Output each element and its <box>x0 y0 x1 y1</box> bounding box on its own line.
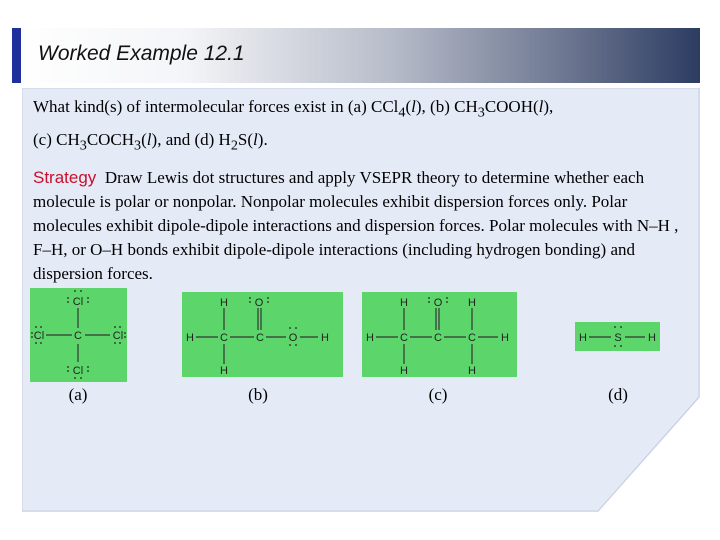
svg-text:H: H <box>321 332 329 344</box>
strategy-text: Draw Lewis dot structures and apply VSEPR theory to determine whether each molecule is polar or nonpolar. Nonpolar molecules exhibit dispersion forces only. Polar molecules exhibit dipole-dipole interactions and dispersion forces. Polar molecules with N–H , F–H, or O–H bonds exhibit dipole-dipole interactions (including hydrogen bonding) and dispersion forces. <box>33 168 679 283</box>
svg-text:H: H <box>579 332 587 344</box>
structure-d-label: (d) <box>608 385 628 404</box>
svg-text:H: H <box>220 365 228 377</box>
svg-text:C: C <box>220 332 228 344</box>
svg-text:O: O <box>254 297 264 309</box>
svg-text:S: S <box>614 332 622 344</box>
question-text: What kind(s) of intermolecular forces exist in (a) CCl$_4$(l), (b) $CH_3COOH(l)$, (c) $CH_3COCH_3(l)$, and (d) $H_2S(l)$. <box>33 97 554 154</box>
svg-text:H: H <box>400 297 408 309</box>
svg-text:C: C <box>256 332 264 344</box>
svg-text:O: O <box>288 332 298 344</box>
svg-text:Cl: Cl <box>33 330 45 342</box>
svg-text:H: H <box>468 365 476 377</box>
svg-text:H: H <box>501 332 509 344</box>
structure-a-label: (a) <box>68 385 88 404</box>
title-banner <box>12 28 700 83</box>
svg-text:O: O <box>433 297 443 309</box>
svg-text:H: H <box>186 332 194 344</box>
lewis-structure-a <box>30 288 127 382</box>
svg-text:Cl: Cl <box>72 365 84 377</box>
svg-text:C: C <box>74 330 82 342</box>
svg-text:C: C <box>468 332 476 344</box>
svg-text:C: C <box>434 332 442 344</box>
svg-text:Cl: Cl <box>112 330 124 342</box>
lewis-structure-d <box>575 322 660 351</box>
slide-title: Worked Example 12.1 <box>38 42 245 65</box>
svg-text:H: H <box>468 297 476 309</box>
svg-text:H: H <box>366 332 374 344</box>
strategy-label: Strategy <box>33 168 97 187</box>
structure-c-label: (c) <box>428 385 448 404</box>
svg-text:H: H <box>400 365 408 377</box>
svg-text:H: H <box>220 297 228 309</box>
svg-text:C: C <box>400 332 408 344</box>
structure-b-label: (b) <box>248 385 268 404</box>
lewis-structure-c <box>362 292 517 377</box>
title-accent-bar <box>12 28 21 83</box>
svg-text:Cl: Cl <box>72 296 84 308</box>
strategy-paragraph <box>33 166 693 286</box>
lewis-structure-b <box>182 292 343 377</box>
svg-text:H: H <box>648 332 656 344</box>
